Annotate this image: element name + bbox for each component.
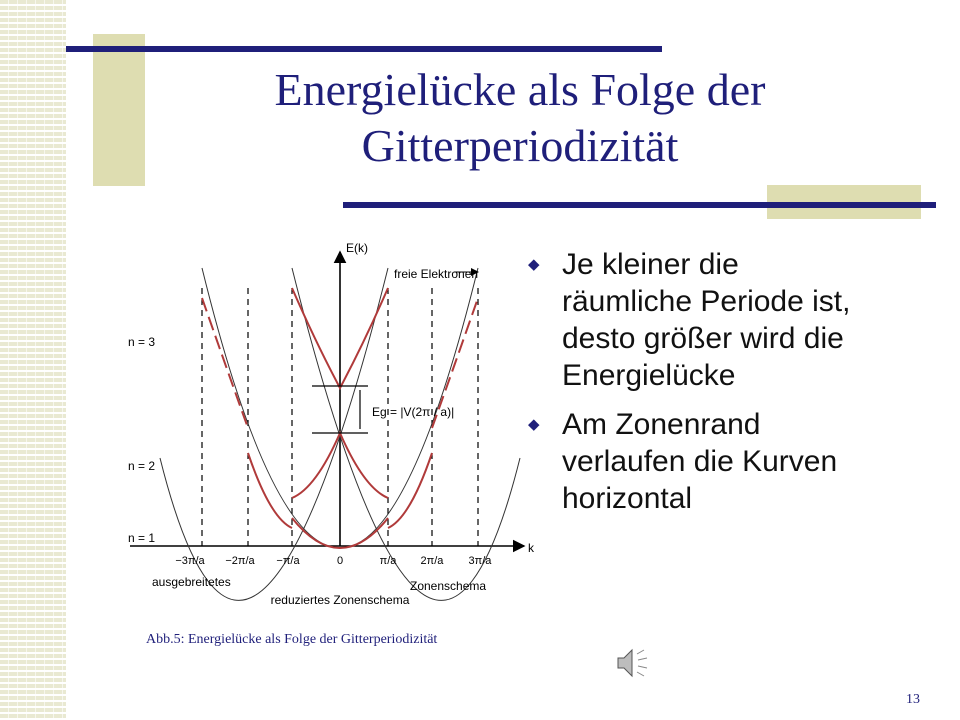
- figure-caption: Abb.5: Energielücke als Folge der Gitterperiodizität: [146, 632, 438, 647]
- band-label-n1: n = 1: [128, 531, 156, 545]
- title-decor-square: [93, 34, 145, 186]
- x-tick-label: 3π/a: [468, 555, 492, 567]
- bullet-item: [524, 246, 854, 394]
- speaker-icon[interactable]: [614, 644, 652, 682]
- gap-label: Eg = |V(2π / a)|: [372, 405, 455, 419]
- diamond-bullet-icon: ◆: [528, 256, 540, 273]
- x-tick-label: π/a: [379, 555, 397, 567]
- title-bottom-rule: [343, 202, 936, 208]
- bullet-text: Je kleiner die räumliche Periode ist, desto größer wird die Energielücke: [562, 248, 851, 392]
- x-tick-label: 2π/a: [420, 555, 444, 567]
- free-electrons-label: freie Elektronen: [394, 267, 479, 281]
- title-top-rule: [66, 46, 662, 52]
- bullet-item: [524, 406, 854, 517]
- bullet-text: Am Zonenrand verlaufen die Kurven horizontal: [562, 408, 838, 515]
- extended-scheme-label: ausgebreitetes: [152, 575, 231, 589]
- x-tick-label: −π/a: [276, 555, 300, 567]
- slide-number: 13: [906, 692, 920, 707]
- y-axis-label: E(k): [346, 241, 368, 255]
- diamond-bullet-icon: ◆: [528, 416, 540, 433]
- reduced-scheme-label: reduziertes Zonenschema: [270, 593, 410, 607]
- left-stripe-overlay: [0, 0, 66, 720]
- band-label-n2: n = 2: [128, 459, 156, 473]
- x-tick-label: 0: [336, 555, 344, 567]
- x-axis-label: k: [528, 541, 534, 555]
- x-tick-label: −3π/a: [175, 555, 205, 567]
- x-tick-label: −2π/a: [225, 555, 255, 567]
- zone-scheme-label: Zonenschema: [410, 579, 487, 593]
- band-structure-figure: [120, 228, 540, 628]
- bullet-list: [524, 246, 854, 529]
- band-label-n3: n = 3: [128, 335, 156, 349]
- slide-title: Energielücke als Folge der Gitterperiodizität: [274, 64, 766, 171]
- x-tick-labels: [175, 555, 492, 567]
